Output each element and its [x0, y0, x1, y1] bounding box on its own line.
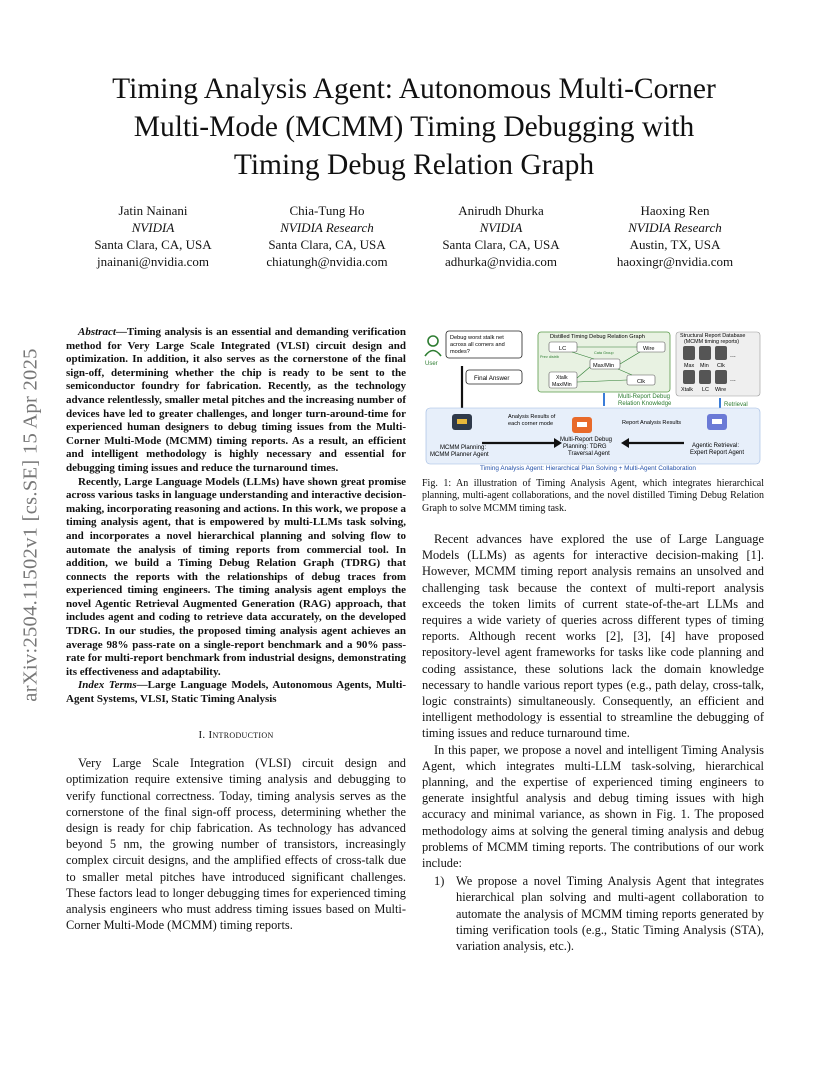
edge-label: Prev distrib	[540, 355, 559, 359]
figure-1-diagram	[422, 326, 764, 472]
db-title: Structural Report Database	[680, 333, 746, 339]
list-text: We propose a novel Timing Analysis Agent that integrates hierarchical plan solving and multi-agent collaboration to automate the analysis of MCMM timing reports generated by timing verification tools (e.g., Static Timing Analysis (STA), variation analysis, etc.).	[456, 874, 764, 953]
list-number: 1)	[434, 874, 445, 889]
db-label: Xtalk	[681, 387, 693, 393]
section-body	[66, 755, 406, 933]
author-affiliation: NVIDIA	[131, 220, 175, 235]
report-results-label: Report Analysis Results	[622, 420, 682, 426]
section-title: Introduction	[208, 728, 274, 741]
abstract-paragraph: Recently, Large Language Models (LLMs) have shown great promise across various tasks in language understanding and interactive decision-making, incorporating reasoning and actions. In this work, we propose a timing analysis agent, that is empowered by multi-LLMs task solving, and incorporates a novel hierarchical planning and solving flow to automate the analysis of timing reports from commercial tool. In addition, we build a Timing Debug Relation Graph (TDRG) that connects the reports with the relationships of debug traces from experienced timing engineers. The timing analysis agent employs the novel Agentic Retrieval Augmented Generation (RAG) approach, that includes agent and coding to retrieve data accurately, on the developed TDRG. In our studies, the proposed timing analysis agent achieves an average 98% pass-rate on a single-report benchmark and a 90% pass-rate for multi-report benchmark from industrial designs, demonstrating its effectiveness and adaptability.	[66, 475, 406, 678]
author-email: jnainani@nvidia.com	[97, 254, 209, 269]
query-line: across all corners and	[450, 342, 505, 348]
figure-banner: Timing Analysis Agent: Hierarchical Plan Solving + Multi-Agent Collaboration	[480, 465, 696, 472]
graph-node-label: Max/Min	[593, 363, 615, 369]
user-icon	[425, 336, 441, 356]
title-line: Timing Debug Relation Graph	[233, 149, 595, 181]
graph-node-label: Clk	[637, 379, 646, 385]
author-affiliation: NVIDIA	[479, 220, 523, 235]
author-location: Austin, TX, USA	[629, 237, 721, 252]
abstract-text: —Timing analysis is an essential and demanding verification method for Very Large Scale Integrated (VLSI) circuit design and optimization. In addition, it also serves as the cornerstone of the final sign-off, determining whether the chip is ready to be sent to the semiconductor foundry for fabrication. Recently, as the technology advance relentlessly, smaller metal pitches and the increasing number of devices have led to greater challenges, and longer turn-around-time for experienced human designers to debug timing issues from the Multi-Corner Multi-Mode (MCMM) timing reports. As a result, an efficient and intelligent methodology is highly necessary and essential for debugging timing issues and reduce the turnaround times.	[66, 326, 406, 474]
author-name: Jatin Nainani	[118, 203, 188, 218]
graph-node-label: Wire	[643, 346, 655, 352]
db-more: ...	[730, 376, 736, 383]
results-label: Analysis Results of	[508, 414, 556, 420]
list-item	[422, 873, 764, 954]
tdrg-title: Distilled Timing Debug Relation Graph	[550, 334, 645, 340]
author	[240, 202, 414, 270]
db-title: (MCMM timing reports)	[684, 339, 740, 345]
db-label: Wire	[715, 387, 727, 393]
expert-label: Agentic Retrieval:	[692, 443, 740, 449]
author-affiliation: NVIDIA Research	[628, 220, 722, 235]
edge-label: Cata Group	[594, 351, 614, 355]
body-paragraph: In this paper, we propose a novel and intelligent Timing Analysis Agent, which integrates multi-LLM task-solving, hierarchical planning, and the expertise of experienced timing engineers to generate insightful analysis and debug timing issues with high accuracy and minimal variance, as shown in Fig. 1. The proposed methodology aims at solving the general timing analysis and debug problems of MCMM timing reports. The contributions of our work include:	[422, 742, 764, 870]
graph-node-label: Xtalk	[556, 375, 568, 381]
tdrg-knowledge-label: Relation Knowledge	[618, 401, 672, 407]
figure-caption: Fig. 1: An illustration of Timing Analysis Agent, which integrates hierarchical planning, multi-agent collaborations, and the novel distilled Timing Debug Relation Graph to solve MCMM timing task.	[422, 478, 764, 514]
author-location: Santa Clara, CA, USA	[442, 237, 560, 252]
db-label: Min	[700, 363, 709, 369]
title-line: Multi-Mode (MCMM) Timing Debugging with	[133, 111, 695, 143]
left-column	[66, 326, 406, 933]
section-heading	[66, 729, 406, 743]
traversal-label: Traversal Agent	[568, 451, 610, 457]
query-line: modes?	[450, 349, 470, 355]
author	[414, 202, 588, 270]
author	[588, 202, 762, 270]
expert-agent-icon	[707, 414, 727, 430]
db-label: Max	[684, 363, 695, 369]
author-email: adhurka@nvidia.com	[445, 254, 557, 269]
db-label: Clk	[717, 363, 725, 369]
arxiv-watermark: arXiv:2504.11502v1 [cs.SE] 15 Apr 2025	[19, 348, 42, 702]
author-name: Haoxing Ren	[640, 203, 710, 218]
title-line: Timing Analysis Agent: Autonomous Multi-Corner	[112, 73, 716, 105]
abstract	[66, 326, 406, 679]
abstract-paragraph	[66, 326, 406, 476]
graph-node-label: LC	[559, 346, 567, 352]
graph-node-label: Max/Min	[552, 382, 572, 388]
query-line: Debug worst stalk net	[450, 335, 504, 341]
planner-label: MCMM Planner Agent	[430, 452, 489, 458]
author-email: haoxingr@nvidia.com	[616, 254, 734, 269]
traversal-label: Multi-Report Debug	[560, 437, 613, 443]
index-terms	[66, 679, 406, 706]
retrieval-label: Retrieval	[724, 402, 748, 408]
tdrg-knowledge-label: Multi-Report Debug	[618, 394, 671, 400]
right-body	[422, 531, 764, 954]
author-location: Santa Clara, CA, USA	[268, 237, 386, 252]
author-name: Anirudh Dhurka	[458, 203, 544, 218]
index-terms-lead: Index Terms	[78, 679, 137, 692]
traversal-agent-icon	[572, 417, 592, 433]
abstract-lead: Abstract	[78, 326, 116, 338]
author-email: chiatungh@nvidia.com	[266, 254, 388, 269]
user-label: User	[425, 361, 438, 367]
db-more: ...	[730, 352, 736, 359]
final-answer-label: Final Answer	[474, 375, 510, 382]
expert-label: Expert Report Agent	[690, 450, 745, 456]
contribution-list	[422, 873, 764, 954]
planner-label: MCMM Planning:	[440, 445, 487, 451]
traversal-label: Planning: TDRG	[563, 444, 607, 450]
db-label: LC	[702, 387, 709, 393]
author-affiliation: NVIDIA Research	[280, 220, 374, 235]
index-terms-text: —Large Language Models, Autonomous Agents, Multi-Agent Systems, VLSI, Static Timing Analysis	[66, 679, 406, 706]
author-name: Chia-Tung Ho	[289, 203, 365, 218]
author-block	[66, 202, 762, 270]
section-number: I.	[198, 728, 206, 741]
paper-title	[40, 70, 788, 184]
planner-agent-icon	[452, 414, 472, 430]
author	[66, 202, 240, 270]
body-paragraph: Very Large Scale Integration (VLSI) circuit design and optimization require extensive timing analysis and debugging to verify functional correctness. Today, timing analysis serves as the cornerstone of the final sign-off process, determining whether the design is ready for chip fabrication. As technology has advanced beyond 5 nm, the growing number of transistors, increasingly complex circuit designs, and the amplified effects of cross-talk due to smaller metal pitches have introduced significant challenges. These factors lead to longer debugging times for experienced timing analysis engineers who must address timing issues based on Multi-Corner Multi-Mode (MCMM) timing reports.	[66, 756, 406, 933]
results-label: each corner mode	[508, 421, 554, 427]
body-paragraph: Recent advances have explored the use of Large Language Models (LLMs) as agents for interactive decision-making [1]. However, MCMM timing report analysis remains an unsolved and challenging task because the context of multi-report analysis exceeds the token limits of current state-of-the-art LLMs and requires a wide variety of queries across different types of timing reports. Although recent works [2], [3], [4] have proposed repository-level agent frameworks for tasks like code planning and coding assistance, these solutions lack the domain knowledge necessary to handle various report types (e.g., path delay, cross-talk, logic constraints) simultaneously. Consequently, an efficient and intelligent methodology is essential to streamline the debugging of timing issues and reduce turnaround time.	[422, 531, 764, 741]
right-column	[422, 326, 764, 954]
author-location: Santa Clara, CA, USA	[94, 237, 212, 252]
